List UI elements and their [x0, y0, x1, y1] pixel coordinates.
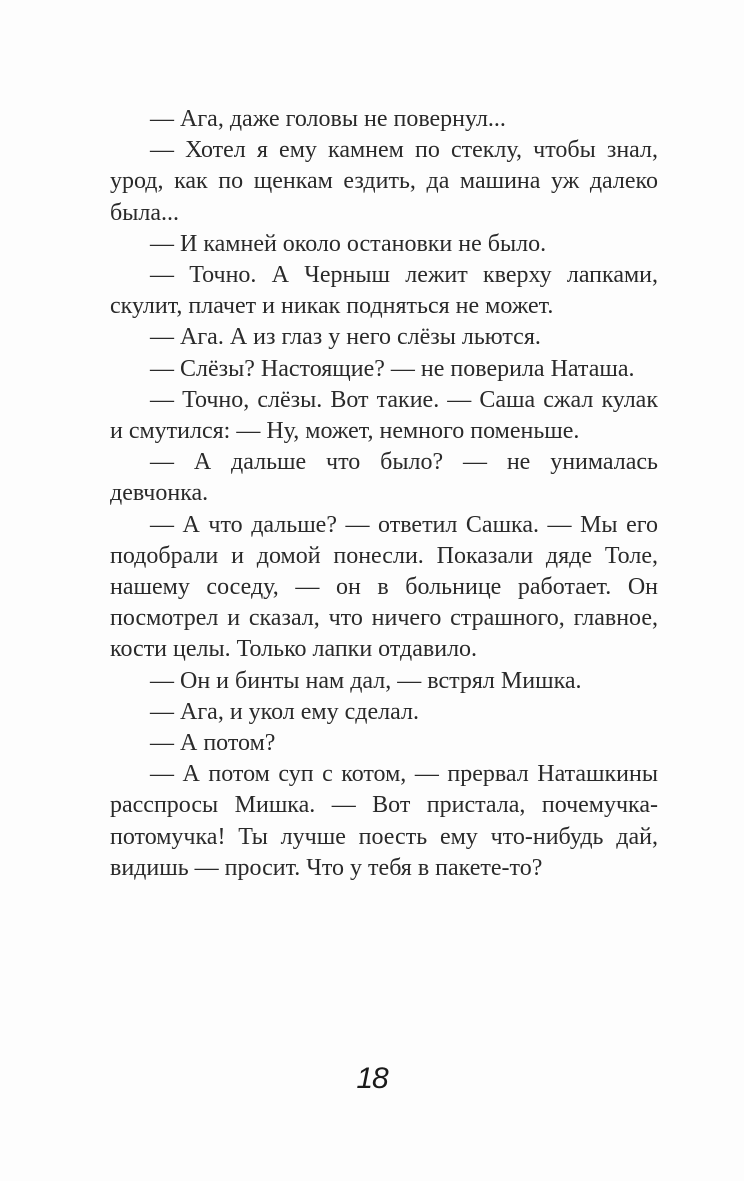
- paragraph: — А что дальше? — ответил Сашка. — Мы его подобрали и домой понесли. Показали дяде Толе, нашему соседу, — он в больнице работает. Он посмотрел и сказал, что ничего страшного, главное, кости целы. Только лапки отдавило.: [110, 511, 658, 663]
- paragraph: — Ага, и укол ему сделал.: [150, 698, 419, 725]
- paragraph: — И камней около остановки не было.: [150, 230, 547, 257]
- paragraph: — А потом?: [150, 730, 276, 757]
- paragraph: — А потом суп с котом, — прервал Наташкины расспросы Мишка. — Вот пристала, почемучка-потомучка! Ты лучше поесть ему что-нибудь дай, видишь — просит. Что у тебя в пакете-то?: [110, 761, 658, 881]
- paragraph: — Точно, слёзы. Вот такие. — Саша сжал кулак и смутился: — Ну, может, немного поменьше.: [110, 386, 658, 445]
- paragraph: — А дальше что было? — не унималась девчонка.: [110, 449, 658, 507]
- paragraph: — Хотел я ему камнем по стеклу, чтобы знал, урод, как по щенкам ездить, да машина уж далеко была...: [110, 137, 658, 226]
- paragraph: — Точно. А Черныш лежит кверху лапками, скулит, плачет и никак подняться не может.: [110, 262, 658, 320]
- page-number: 18: [356, 1062, 388, 1095]
- paragraph: — Ага, даже головы не повернул...: [150, 106, 506, 132]
- paragraph: — Он и бинты нам дал, — встрял Мишка.: [150, 667, 582, 694]
- paragraph: — Ага. А из глаз у него слёзы льются.: [150, 324, 541, 351]
- body-text: [110, 104, 658, 884]
- paragraph: — Слёзы? Настоящие? — не поверила Наташа.: [150, 355, 635, 382]
